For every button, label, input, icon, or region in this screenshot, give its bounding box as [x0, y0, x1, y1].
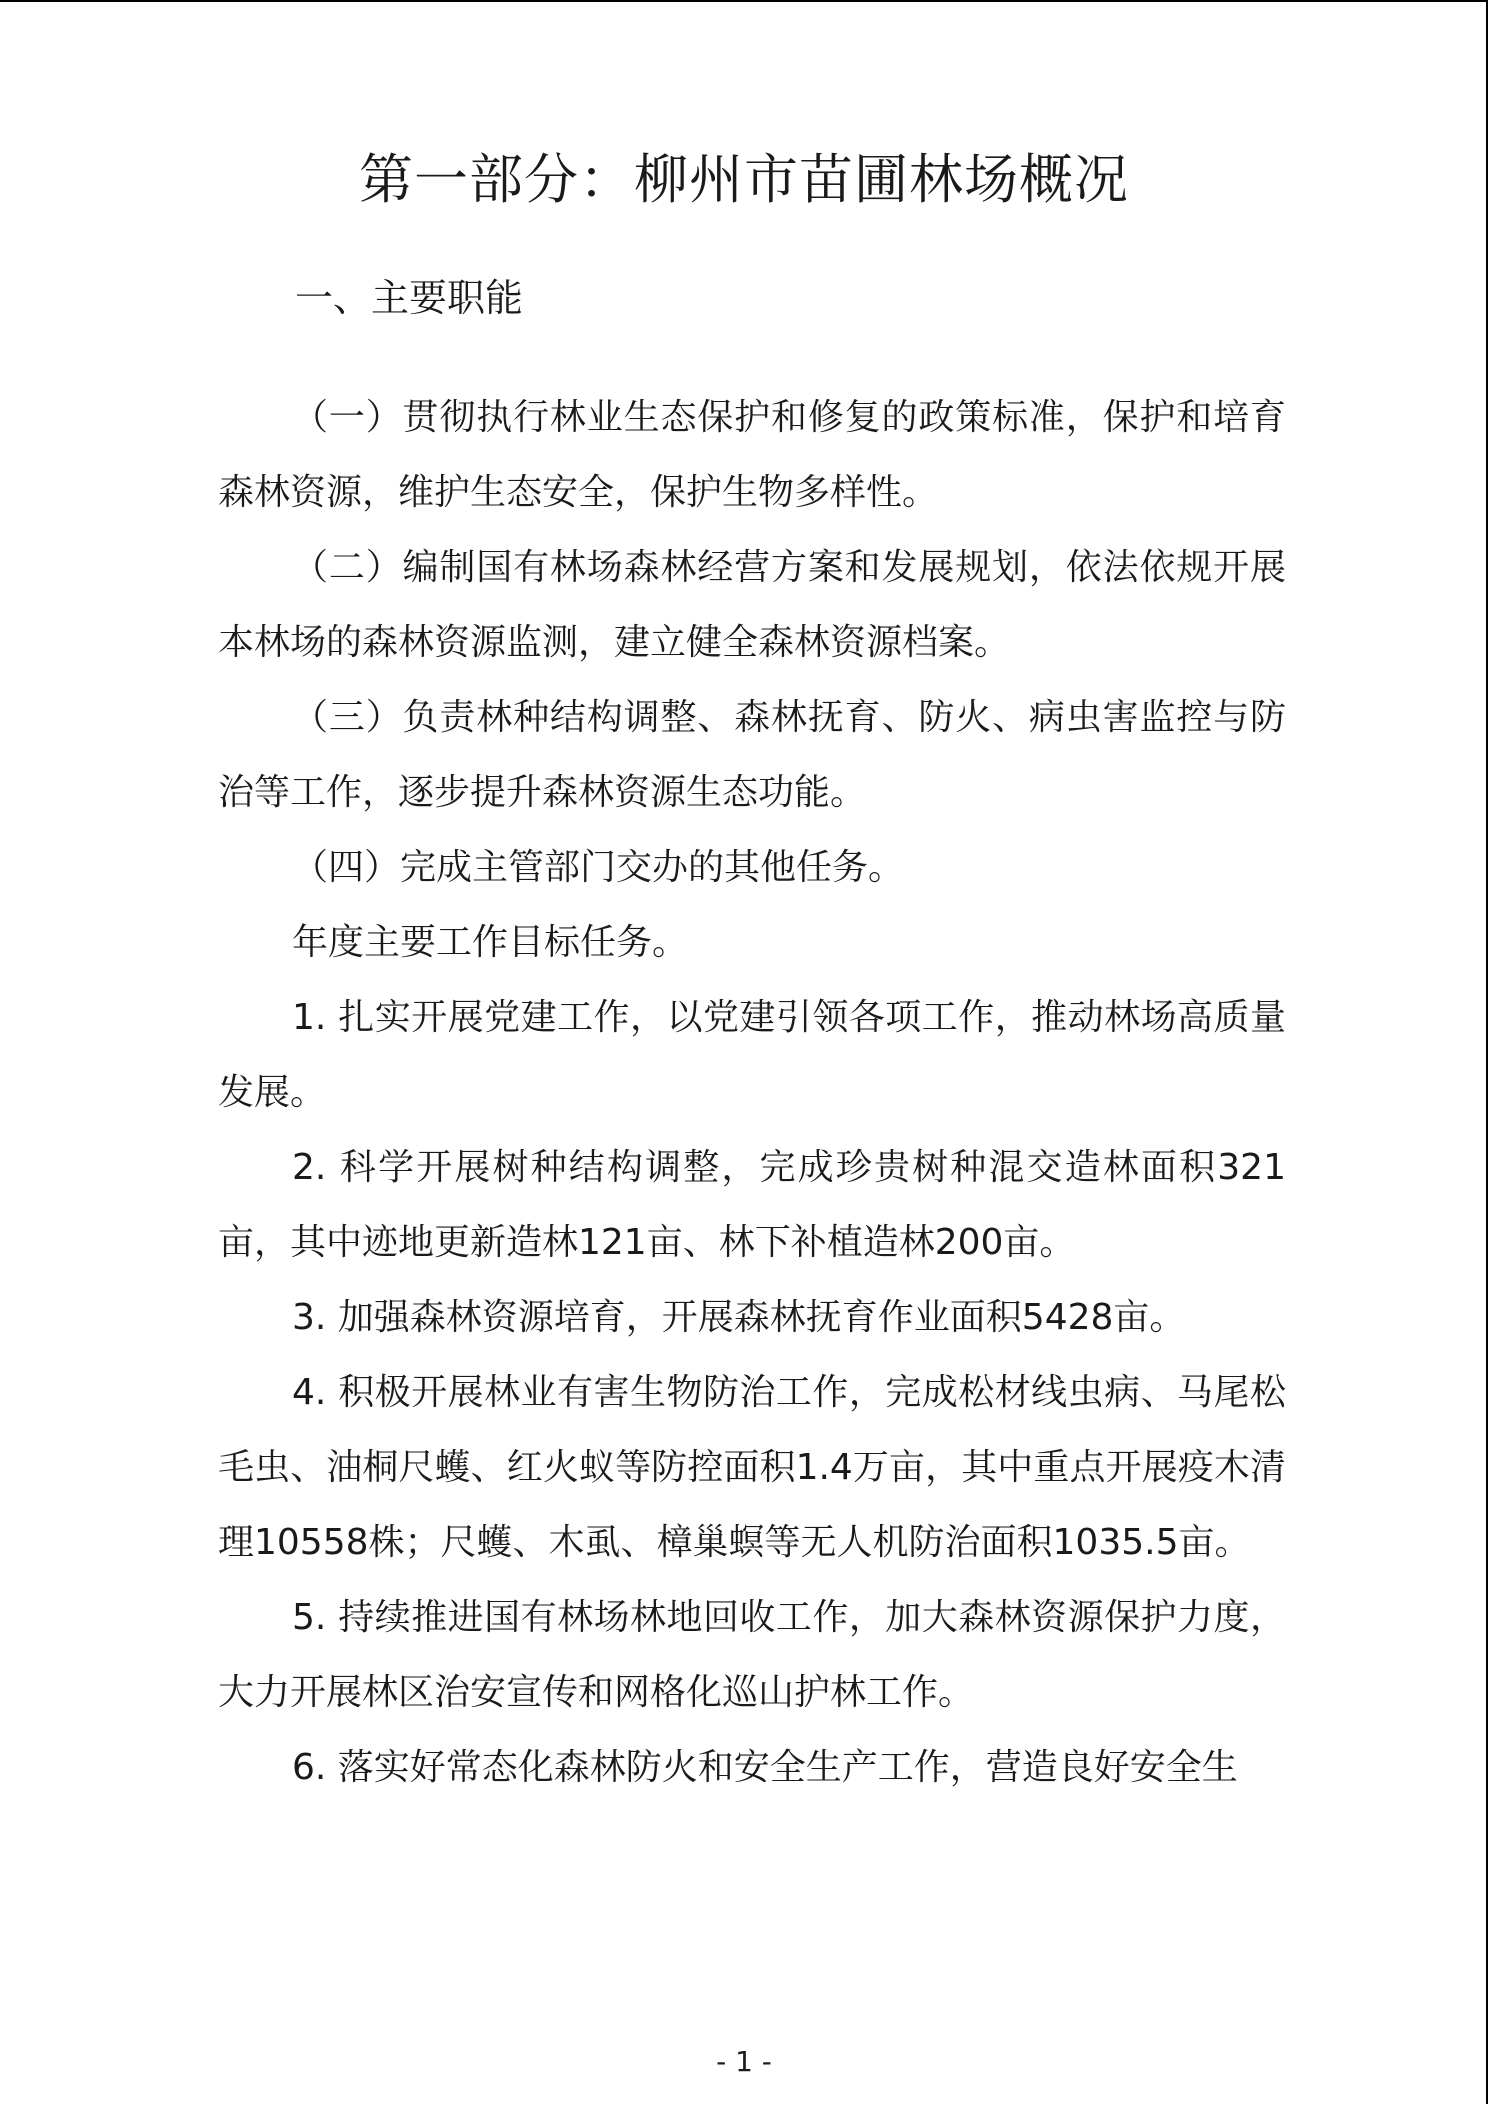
- page-title: 第一部分：柳州市苗圃林场概况: [359, 148, 1129, 211]
- page-border-top: [0, 0, 1488, 2]
- paragraph-task-6: 6. 落实好常态化森林防火和安全生产工作，营造良好安全生: [292, 1747, 1238, 1788]
- paragraph-task-4: 4. 积极开展林业有害生物防治工作，完成松材线虫病、马尾松毛虫、油桐尺蠖、红火蚁等防控面积1.4万亩，其中重点开展疫木清理10558株；尺蠖、木虱、樟巢螟等无人机防治面积1035.5亩。: [218, 1372, 1286, 1563]
- section-heading: 一、主要职能: [295, 276, 524, 320]
- paragraph-task-3: 3. 加强森林资源培育，开展森林抚育作业面积5428亩。: [292, 1297, 1186, 1338]
- paragraph-duty-1: （一）贯彻执行林业生态保护和修复的政策标准，保护和培育森林资源，维护生态安全，保护生物多样性。: [218, 397, 1286, 513]
- paragraph-annual-tasks-heading: 年度主要工作目标任务。: [292, 922, 689, 963]
- paragraph-duty-2: （二）编制国有林场森林经营方案和发展规划，依法依规开展本林场的森林资源监测，建立健全森林资源档案。: [218, 547, 1286, 663]
- paragraph-task-5: 5. 持续推进国有林场林地回收工作，加大森林资源保护力度，大力开展林区治安宣传和网格化巡山护林工作。: [218, 1597, 1286, 1713]
- paragraph-task-2: 2. 科学开展树种结构调整，完成珍贵树种混交造林面积321亩，其中迹地更新造林121亩、林下补植造林200亩。: [218, 1147, 1286, 1263]
- document-body: [218, 380, 1286, 1805]
- page-number: - 1 -: [716, 2045, 772, 2078]
- paragraph-duty-3: （三）负责林种结构调整、森林抚育、防火、病虫害监控与防治等工作，逐步提升森林资源生态功能。: [218, 697, 1286, 813]
- paragraph-duty-4: （四）完成主管部门交办的其他任务。: [292, 847, 905, 888]
- paragraph-task-1: 1. 扎实开展党建工作，以党建引领各项工作，推动林场高质量发展。: [218, 997, 1286, 1113]
